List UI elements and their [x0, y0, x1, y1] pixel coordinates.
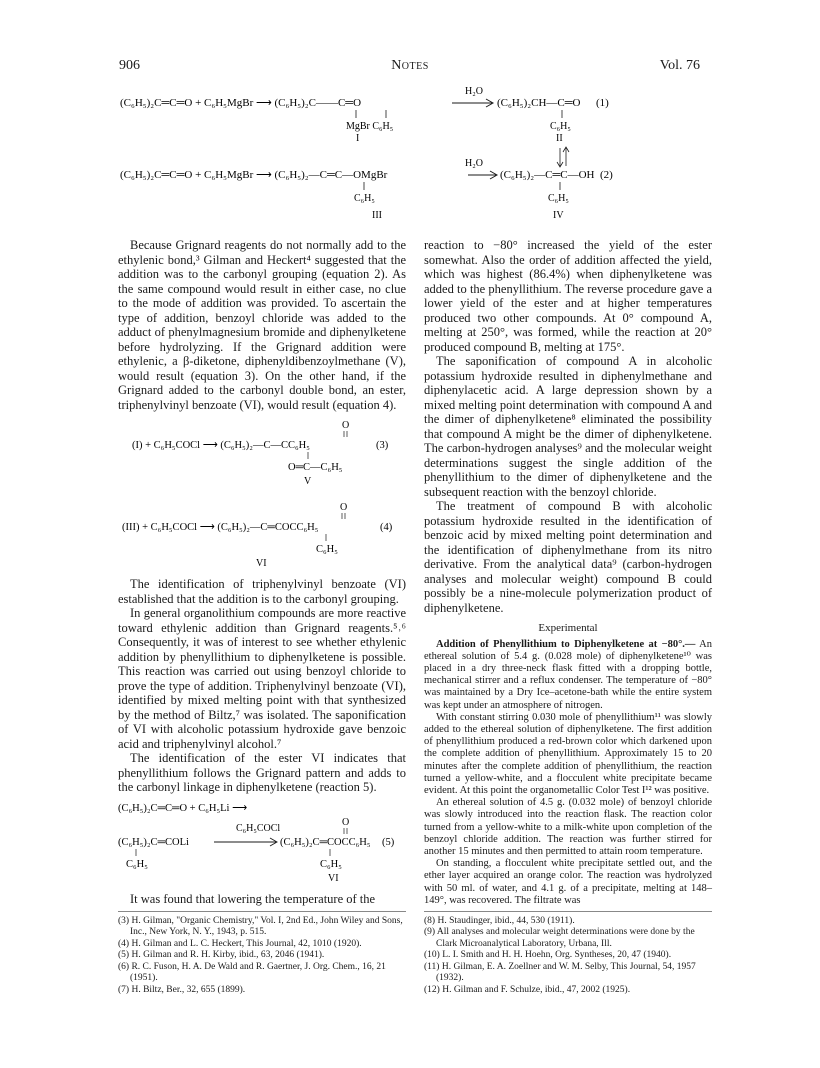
eq1-number: (1): [596, 97, 609, 109]
paragraph: An ethereal solution of 4.5 g. (0.032 mole) of benzoyl chloride was slowly introduced into the reaction flask. The reaction color turned from a yellow-white to a milk-white upon completion of the benzoyl chloride addition. The reaction was further stirred for another 15 minutes and then permitted to attain room temperature.: [424, 797, 712, 857]
eq5-label-VI: VI: [328, 872, 339, 883]
footnote-divider: [118, 911, 406, 912]
equation-3: [118, 418, 406, 494]
footnote: (11) H. Gilman, E. A. Zoellner and W. M. Selby, This Journal, 54, 1957 (1932).: [424, 961, 696, 984]
footnote: (10) L. I. Smith and H. H. Hoehn, Org. Syntheses, 20, 47 (1940).: [424, 950, 672, 961]
paragraph: It was found that lowering the temperature of the: [130, 892, 376, 906]
eq2-phenyl-2: C₆H₅: [548, 193, 569, 204]
paragraph: On standing, a flocculent white precipitate settled out, and the ether layer acquired an orange color. The reaction was hydrolyzed with 50 ml. of water, and 4.1 g. of a precipitate, melting at 148–149°, was recovered. The filtrate was: [424, 858, 712, 906]
experimental-subheading: Addition of Phenyllithium to Diphenylketene at −80°.—: [436, 638, 696, 650]
equations-svg: [120, 80, 700, 220]
eq1-lhs: (C₆H₅)₂C═C═O + C₆H₅MgBr ⟶ (C₆H₅)₂C——C═O: [120, 97, 362, 109]
svg-element: [118, 500, 406, 568]
experimental-text: An ethereal solution of 5.4 g. (0.028 mole) of diphenylketene¹⁰ was placed in a dry three-neck flask fitted with a dropping bottle, mechanical stirrer and a reflux condenser. The temperature of −80° was maintained by a Dry Ice–acetone-bath while the entire system was kept under an atmosphere of nitrogen.: [424, 638, 712, 711]
eq5-reagent: C₆H₅COCl: [236, 822, 281, 834]
equation-4: [118, 500, 406, 572]
eq3-main: (I) + C₆H₅COCl ⟶ (C₆H₅)₂—C—CC₆H₅: [132, 440, 310, 451]
eq4-oxygen: O: [340, 501, 348, 513]
eq5-phenyl-right: C₆H₅: [320, 858, 342, 870]
eq2-lhs: (C₆H₅)₂C═C═O + C₆H₅MgBr ⟶ (C₆H₅)₂—C═C—OMgBr: [120, 169, 388, 181]
footnote: (8) H. Staudinger, ibid., 44, 530 (1911).: [424, 915, 575, 926]
eq4-substituent: C₆H₅: [316, 543, 338, 555]
paragraph: Because Grignard reagents do not normally add to the ethylenic bond,³ Gilman and Heckert⁴ suggested that the addition was to the carbonyl grouping (equation 2). As the same compound would result in either case, no clue to the mode of addition was provided. To ascertain the type of addition, benzoyl chloride was added to the adduct of phenylmagnesium bromide and diphenylketene before hydrolyzing. If the Grignard addition were ethylenic, a β-diketone, diphenyldibenzoylmethane (V), would result (equation 3). On the other hand, if the Grignard added to the carbonyl double bond, an ester, triphenylvinyl benzoate (VI), would result (equation 4).: [118, 238, 406, 412]
paragraph: The identification of the ester VI indicates that phenyllithium follows the Grignard pattern and adds to the carbonyl linkage in diphenylketene (reaction 5).: [118, 751, 406, 794]
footnote: (6) R. C. Fuson, H. A. De Wald and R. Gaertner, J. Org. Chem., 16, 21 (1951).: [118, 961, 386, 983]
eq5-intermediate: (C₆H₅)₂C═COLi: [118, 836, 189, 848]
eq5-reactants: (C₆H₅)₂C═C═O + C₆H₅Li ⟶: [118, 802, 248, 814]
section-title: Notes: [391, 58, 429, 73]
eq4-main: (III) + C₆H₅COCl ⟶ (C₆H₅)₂—C═COCC₆H₅: [122, 521, 319, 533]
eq2-label-IV: IV: [553, 210, 564, 220]
eq1-water: H₂O: [465, 86, 483, 97]
footnote-divider: [424, 911, 712, 912]
eq1-phenyl: C₆H₅: [550, 121, 571, 132]
eq4-label-VI: VI: [256, 557, 267, 568]
eq5-product: (C₆H₅)₂C═COCC₆H₅: [280, 836, 371, 848]
eq3-label-V: V: [304, 476, 312, 487]
experimental-heading: Experimental: [538, 622, 598, 634]
footnote: (12) H. Gilman and F. Schulze, ibid., 47, 2002 (1925).: [424, 984, 631, 995]
paragraph: The saponification of compound A in alcoholic potassium hydroxide resulted in diphenylmethane and diphenylacetic acid. A large depression shown by a mixed melting point determination with compound A and the dimer of diphenylketene⁸ eliminated the possibility that compound A might be the dimer of diphenylketene. The carbon-hydrogen analyses⁹ and the molecular weight determinations suggest the single addition of the phenyllithium to the dimer of diphenylketene and the subsequent reaction with the benzoyl chloride.: [424, 354, 712, 499]
eq3-substituent: O═C—C₆H₅: [288, 462, 343, 473]
eq3-number: (3): [376, 440, 389, 451]
eq1-rhs: (C₆H₅)₂CH—C═O: [497, 97, 581, 109]
paragraph: The identification of triphenylvinyl benzoate (VI) established that the addition is to the carbonyl grouping.: [118, 577, 406, 606]
footnote: (3) H. Gilman, "Organic Chemistry," Vol. I, 2nd Ed., John Wiley and Sons, Inc., New York, N. Y., 1943, p. 515.: [118, 915, 403, 937]
eq4-number: (4): [380, 521, 393, 533]
footnote: (4) H. Gilman and L. C. Heckert, This Journal, 42, 1010 (1920).: [118, 938, 362, 949]
svg-element: [118, 801, 406, 883]
paragraph: In general organolithium compounds are more reactive toward ethylenic addition than Grignard reagents.⁵˒⁶ Consequently, it was of interest to see whether ethylenic addition by phenyllithium to diphenylketene is possible. This reaction was carried out using benzoyl chloride to prove the type of addition. Triphenylvinyl benzoate (VI), identified by mixed melting point with that synthesized by the method of Biltz,⁷ was isolated. The saponification of VI with alcoholic potassium hydroxide gave benzoic acid and triphenylvinyl alcohol.⁷: [118, 606, 406, 751]
footnote: (7) H. Biltz, Ber., 32, 655 (1899).: [118, 984, 246, 995]
left-footnotes: [118, 916, 406, 997]
footnote: (5) H. Gilman and R. H. Kirby, ibid., 63, 2046 (1941).: [118, 950, 325, 960]
paragraph: reaction to −80° increased the yield of the ester somewhat. Also the order of addition affected the yield, which was highest (86.4%) when diphenylketene was added to the phenyllithium. The reverse procedure gave a lower yield of the ester and at higher temperatures produced two other compounds. At 0° compound A, melting at 250°, was formed, while the reaction at 20° produced compound B, melting at 175°.: [424, 238, 712, 354]
eq2-number: (2): [600, 169, 613, 181]
left-column: [118, 238, 406, 996]
eq5-phenyl-left: C₆H₅: [126, 858, 148, 870]
svg-element: [118, 418, 406, 490]
experimental-section: [424, 639, 712, 907]
page-number: 906: [119, 58, 140, 73]
eq1-substituents: MgBr C₆H₅: [346, 121, 394, 132]
equations-block: [120, 80, 700, 220]
eq2-phenyl-1: C₆H₅: [354, 193, 375, 204]
eq2-water: H₂O: [465, 158, 483, 169]
eq2-label-III: III: [372, 210, 382, 220]
eq2-rhs: (C₆H₅)₂—C═C—OH: [500, 169, 595, 181]
eq5-oxygen: O: [342, 816, 350, 828]
paragraph: With constant stirring 0.030 mole of phenyllithium¹¹ was slowly added to the ethereal solution of diphenylketene. The first addition of phenyllithium produced a red-brown color which darkened upon the complete addition of phenyllithium. Approximately 15 to 20 minutes after the complete addition of phenyllithium, the reaction turned a yellow-white, and a flocculent white precipitate became evident. At this point the organometallic Color Test I¹² was positive.: [424, 711, 712, 796]
equation-5: [118, 801, 406, 887]
eq3-oxygen: O: [342, 420, 350, 431]
volume-label: Vol. 76: [659, 58, 700, 73]
paragraph: [424, 639, 712, 712]
right-footnotes: [424, 916, 712, 997]
eq5-number: (5): [382, 836, 395, 848]
right-column: [424, 238, 712, 996]
footnote: (9) All analyses and molecular weight determinations were done by the Clark Microanalytical Laboratory, Urbana, Ill.: [424, 927, 695, 949]
paragraph: The treatment of compound B with alcoholic potassium hydroxide resulted in the identification of benzoic acid by mixed melting point determination and the identification of diphenylmethane from its nitro derivative. From the analytical data⁹ (carbon-hydrogen analyses and molecular weight) compound B could possibly be a nine-molecule polymerization product of diphenylketene.: [424, 499, 712, 615]
eq1-label-I: I: [356, 133, 360, 144]
eq1-label-II: II: [556, 133, 563, 144]
